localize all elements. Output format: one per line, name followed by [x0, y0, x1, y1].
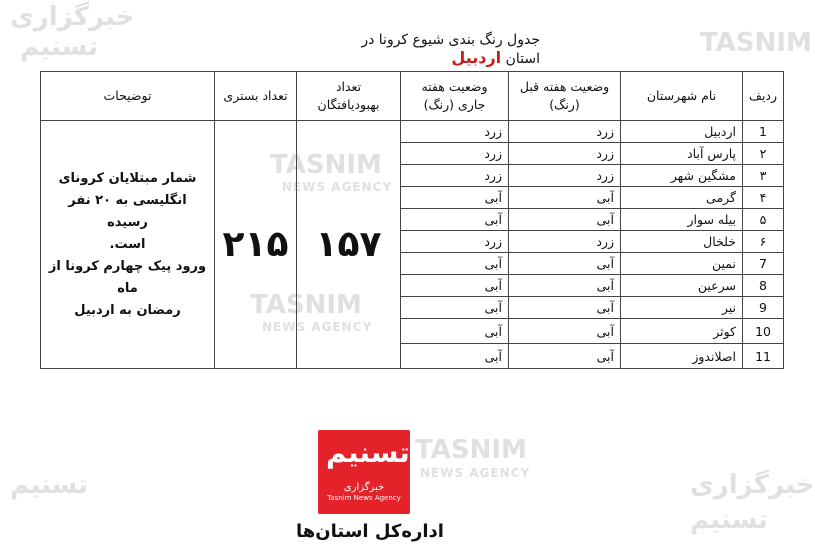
cell-city: کوثر: [621, 319, 743, 344]
cell-curr-color: زرد: [401, 231, 509, 253]
cell-curr-color: آبی: [401, 297, 509, 319]
cell-curr-color: آبی: [401, 344, 509, 369]
cell-curr-color: زرد: [401, 165, 509, 187]
cell-row-number: 10: [743, 319, 784, 344]
cell-prev-color: زرد: [509, 165, 621, 187]
logo-line1: خبرگزاری: [343, 482, 385, 493]
page-title: [330, 32, 540, 67]
header-notes: توضیحات: [41, 72, 215, 121]
title-prefix: جدول رنگ بندی شیوع کرونا در استان: [361, 32, 540, 67]
notes-line: شمار مبتلایان کرونای: [58, 170, 197, 186]
cell-row-number: 11: [743, 344, 784, 369]
cell-prev-color: آبی: [509, 209, 621, 231]
cell-prev-color: آبی: [509, 275, 621, 297]
cell-city: نیر: [621, 297, 743, 319]
header-prev: وضعیت هفته قبل (رنگ): [509, 72, 621, 121]
cell-curr-color: زرد: [401, 143, 509, 165]
watermark-text: TASNIM: [250, 290, 362, 320]
watermark-text: TASNIM: [415, 435, 527, 465]
watermark-text: TASNIM: [700, 28, 812, 58]
cell-city: سرعین: [621, 275, 743, 297]
cell-row-number: 1: [743, 121, 784, 143]
cell-prev-color: زرد: [509, 121, 621, 143]
logo-glyph: تسنیم: [326, 436, 410, 469]
cell-curr-color: آبی: [401, 275, 509, 297]
watermark-text: تسنیم: [690, 505, 768, 535]
watermark-text: NEWS AGENCY: [282, 180, 393, 194]
tasnim-logo: [318, 430, 410, 514]
department-label: اداره‌کل استان‌ها: [296, 521, 444, 542]
cell-prev-color: آبی: [509, 253, 621, 275]
cell-curr-color: زرد: [401, 121, 509, 143]
notes-line: ورود پیک چهارم کرونا از ماه: [48, 258, 207, 296]
cell-city: بیله سوار: [621, 209, 743, 231]
cell-curr-color: آبی: [401, 319, 509, 344]
cell-row-number: ۴: [743, 187, 784, 209]
header-city: نام شهرستان: [621, 72, 743, 121]
cell-city: خلخال: [621, 231, 743, 253]
cell-curr-color: آبی: [401, 209, 509, 231]
watermark-text: تسنیم: [10, 470, 88, 500]
cell-curr-color: آبی: [401, 253, 509, 275]
table-row: [41, 121, 784, 143]
cell-row-number: 9: [743, 297, 784, 319]
notes-line: رمضان به اردبیل: [74, 302, 181, 318]
cell-prev-color: آبی: [509, 344, 621, 369]
cell-row-number: 7: [743, 253, 784, 275]
watermark-text: TASNIM: [270, 150, 382, 180]
cell-recovered-total: ۱۵۷: [297, 121, 401, 369]
cell-prev-color: آبی: [509, 297, 621, 319]
watermark-text: خبرگزاری: [690, 470, 815, 500]
cell-city: گرمی: [621, 187, 743, 209]
cell-city: پارس آباد: [621, 143, 743, 165]
cell-notes: [41, 121, 215, 369]
cell-row-number: ۶: [743, 231, 784, 253]
cell-row-number: 8: [743, 275, 784, 297]
cell-row-number: ۵: [743, 209, 784, 231]
title-province: اردبیل: [451, 48, 502, 67]
watermark-text: تسنیم: [20, 32, 98, 62]
watermark-text: خبرگزاری: [10, 2, 135, 32]
cell-city: اردبیل: [621, 121, 743, 143]
cell-city: مشگین شهر: [621, 165, 743, 187]
cell-hospitalized-total: ۲۱۵: [215, 121, 297, 369]
cell-curr-color: آبی: [401, 187, 509, 209]
header-hospitalized: تعداد بستری: [215, 72, 297, 121]
header-row: ردیف: [743, 72, 784, 121]
cell-prev-color: زرد: [509, 231, 621, 253]
cell-prev-color: آبی: [509, 187, 621, 209]
watermark-text: NEWS AGENCY: [420, 466, 531, 480]
watermark-text: NEWS AGENCY: [262, 320, 373, 334]
corona-color-table: [40, 71, 784, 369]
cell-prev-color: زرد: [509, 143, 621, 165]
header-recovered: تعداد بهبودیافتگان: [297, 72, 401, 121]
header-curr: وضعیت هفته جاری (رنگ): [401, 72, 509, 121]
cell-city: نمین: [621, 253, 743, 275]
notes-line: است.: [109, 236, 146, 252]
cell-city: اصلاندوز: [621, 344, 743, 369]
cell-row-number: ۳: [743, 165, 784, 187]
cell-row-number: ۲: [743, 143, 784, 165]
logo-line2: Tasnim News Agency: [327, 494, 401, 502]
notes-line: انگلیسی به ۲۰ نفر رسیده: [68, 192, 187, 230]
cell-prev-color: آبی: [509, 319, 621, 344]
